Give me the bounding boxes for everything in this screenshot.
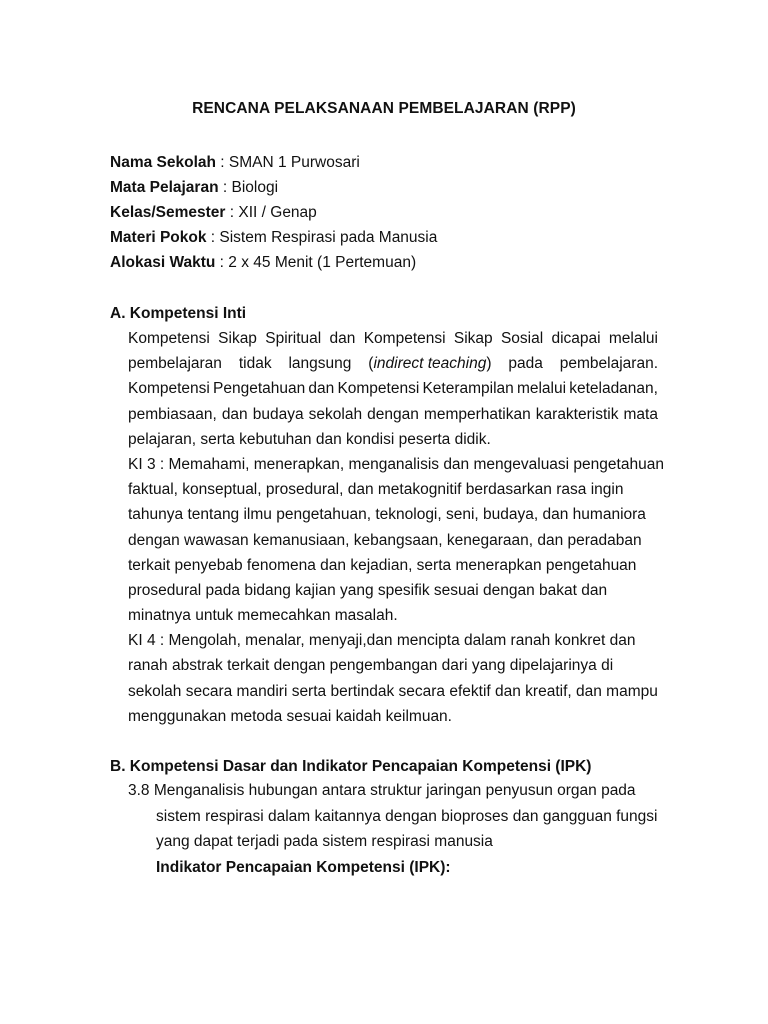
info-topic (110, 228, 437, 248)
info-value: : SMAN 1 Purwosari (215, 154, 360, 171)
text-line (128, 326, 658, 351)
word: Sosial (500, 330, 544, 347)
word: karakteristik (535, 405, 619, 423)
text-line: terkait penyebab fenomena dan kejadian, serta menerapkan pengetahuan (128, 556, 637, 574)
text-line: menggunakan metoda sesuai kaidah keilmuan. (128, 707, 452, 725)
word: melalui (516, 380, 567, 398)
info-time-allocation (110, 253, 416, 273)
word: Pengetahuan (213, 380, 306, 398)
text-line: prosedural pada bidang kajian yang spesifik sesuai dengan bakat dan (128, 581, 608, 599)
text-line: ranah abstrak terkait dengan pengembangan dari yang dipelajarinya di (128, 657, 614, 675)
ipk-heading: Indikator Pencapaian Kompetensi (IPK): (156, 859, 451, 876)
info-label: Alokasi Waktu (110, 254, 216, 271)
text-line: tahunya tentang ilmu pengetahuan, teknologi, seni, budaya, dan humaniora (128, 506, 646, 524)
info-school (110, 153, 360, 173)
info-value: : XII / Genap (225, 204, 317, 221)
italic-term: indirect teaching (373, 355, 487, 373)
word: memperhatikan (423, 405, 531, 423)
word: Kompetensi (128, 330, 210, 347)
word: budaya (252, 405, 304, 423)
word: Spiritual (265, 330, 322, 347)
word: Sikap (218, 330, 257, 347)
info-subject (110, 178, 278, 198)
word: Kompetensi (337, 380, 420, 398)
text-line (128, 351, 658, 376)
info-label: Kelas/Semester (110, 204, 226, 221)
section-a-body (128, 326, 664, 729)
kd-first-line: 3.8 Menganalisis hubungan antara struktur jaringan penyusun organ pada (128, 782, 636, 799)
text-segment: pembelajaran (128, 355, 222, 373)
basic-competence (128, 778, 658, 855)
text-line: sekolah secara mandiri serta bertindak secara efektif dan kreatif, dan mampu (128, 682, 658, 700)
info-value: : Sistem Respirasi pada Manusia (206, 229, 438, 246)
info-value: : Biologi (218, 179, 279, 196)
text-line: minatnya untuk memecahkan masalah. (128, 607, 398, 625)
text-line (128, 376, 658, 401)
kd-line: sistem respirasi dalam kaitannya dengan bioproses dan gangguan fungsi (156, 807, 658, 825)
word: mata (623, 405, 658, 423)
section-b-heading: B. Kompetensi Dasar dan Indikator Pencapaian Kompetensi (IPK) (110, 758, 592, 775)
word: dengan (367, 405, 419, 423)
text-segment: langsung (288, 355, 352, 373)
word: Keterampilan (422, 380, 514, 398)
word: pembiasaan, (128, 405, 217, 423)
word: Kompetensi (128, 380, 210, 398)
info-value: : 2 x 45 Menit (1 Pertemuan) (215, 254, 417, 271)
word: keteladanan, (569, 380, 658, 398)
info-label: Nama Sekolah (110, 154, 216, 171)
text-segment: (indirect teaching) (368, 355, 492, 373)
text-line (128, 402, 658, 427)
text-line: KI 3 : Memahami, menerapkan, menganalisis dan mengevaluasi pengetahuan (128, 455, 664, 473)
text-line: faktual, konseptual, prosedural, dan metakognitif berdasarkan rasa ingin (128, 481, 624, 499)
word: Kompetensi (363, 330, 446, 347)
word: melalui (608, 330, 658, 347)
info-class-semester (110, 203, 317, 223)
kd-line: yang dapat terjadi pada sistem respirasi manusia (156, 833, 493, 850)
section-a-heading: A. Kompetensi Inti (110, 305, 247, 322)
text-segment: tidak (238, 355, 272, 373)
text-line: dengan wawasan kemanusiaan, kebangsaan, kenegaraan, dan peradaban (128, 531, 642, 549)
info-label: Mata Pelajaran (110, 179, 219, 196)
text-line: KI 4 : Mengolah, menalar, menyaji,dan mencipta dalam ranah konkret dan (128, 632, 636, 650)
document-title: RENCANA PELAKSANAAN PEMBELAJARAN (RPP) (192, 100, 576, 117)
word: Sikap (453, 330, 493, 347)
text-segment: pembelajaran. (559, 355, 658, 373)
word: dan (221, 405, 248, 423)
text-segment: pada (508, 355, 543, 373)
word: dicapai (551, 330, 601, 347)
info-label: Materi Pokok (110, 229, 207, 246)
text-line: pelajaran, serta kebutuhan dan kondisi peserta didik. (128, 430, 491, 448)
word: dan (329, 330, 356, 347)
word: dan (308, 380, 335, 398)
word: sekolah (308, 405, 363, 423)
